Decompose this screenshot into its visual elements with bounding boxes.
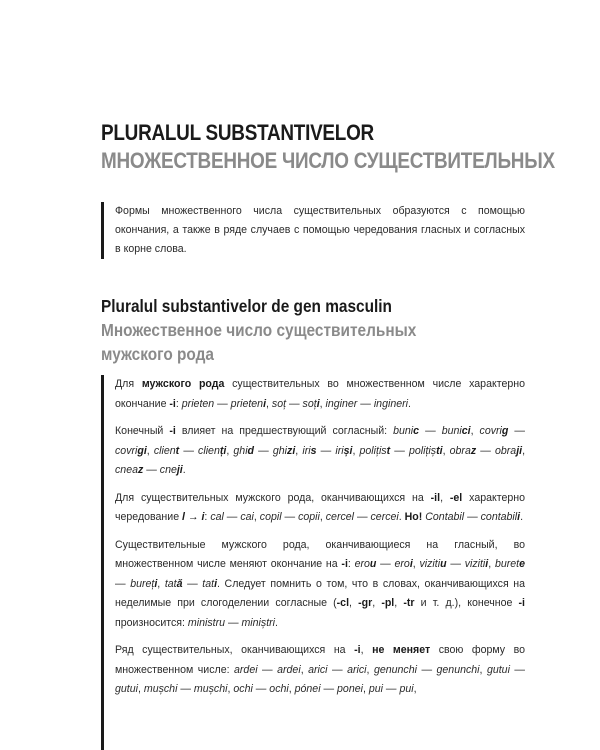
- text-segment: iri: [302, 444, 311, 457]
- text-segment: t: [386, 444, 391, 457]
- body-paragraph: [115, 641, 525, 700]
- text-segment: viziti: [464, 558, 486, 570]
- text-segment: ,: [394, 597, 404, 609]
- text-segment: iri: [335, 444, 344, 457]
- text-segment: произносится:: [115, 616, 188, 629]
- text-segment: u: [440, 558, 447, 570]
- text-segment: —: [327, 663, 348, 676]
- text-segment: miniștri: [241, 616, 276, 629]
- text-segment: z: [470, 444, 477, 457]
- text-segment: ero: [394, 558, 410, 570]
- text-segment: ,: [362, 683, 369, 695]
- text-segment: ardei: [277, 663, 301, 676]
- intro-paragraph: Формы множественного числа существительных образуются с помощью окончания, а также в ряде случаев с помощью чередования гласных и согласных в корне слова.: [101, 202, 525, 259]
- text-segment: —: [252, 683, 270, 695]
- text-segment: -il: [430, 491, 441, 504]
- text-segment: —: [508, 425, 525, 437]
- text-segment: i: [409, 558, 413, 570]
- text-segment: gutui: [486, 663, 510, 676]
- text-segment: mușchi: [143, 683, 178, 695]
- text-segment: —: [223, 511, 241, 523]
- text-segment: —: [509, 663, 526, 676]
- text-segment: —: [464, 511, 481, 523]
- text-segment: :: [347, 558, 355, 570]
- section-title-ru-line2: мужского рода: [101, 344, 214, 364]
- text-segment: —: [254, 444, 273, 457]
- text-segment: ,: [352, 444, 360, 457]
- text-segment: ponei: [337, 683, 363, 695]
- text-segment: ji: [176, 464, 183, 476]
- text-segment: pui: [399, 683, 414, 695]
- text-segment: -i: [354, 644, 361, 656]
- text-segment: genunchi: [436, 663, 480, 676]
- text-segment: i: [214, 577, 218, 590]
- text-segment: —: [476, 444, 495, 457]
- text-segment: ,: [366, 663, 374, 676]
- text-segment: не меняет: [372, 644, 431, 656]
- text-segment: i: [154, 577, 158, 590]
- body-paragraph: [115, 422, 525, 481]
- text-segment: —: [143, 464, 160, 476]
- text-segment: . Следует помнить о том, что в словах, оканчивающихся на неделимые при слогоделении согласные (: [115, 577, 526, 609]
- text-segment: :: [204, 511, 211, 523]
- text-segment: l → i: [182, 511, 205, 523]
- text-segment: —: [357, 397, 374, 410]
- text-segment: ,: [440, 491, 450, 504]
- text-segment: —: [354, 511, 371, 523]
- text-segment: .: [520, 511, 524, 523]
- text-segment: влияет на предшествующий согласный:: [175, 425, 394, 437]
- text-segment: Ho!: [404, 511, 423, 523]
- text-segment: i: [263, 397, 267, 410]
- text-segment: copii: [298, 511, 320, 523]
- text-segment: tat: [202, 577, 215, 590]
- text-segment: arici: [308, 663, 328, 676]
- text-segment: Contabil: [425, 511, 465, 523]
- text-segment: soț: [302, 397, 317, 410]
- text-segment: -pl: [381, 597, 395, 609]
- text-segment: —: [382, 683, 400, 695]
- text-segment: характерно чередование: [115, 491, 526, 523]
- text-segment: contabil: [480, 511, 518, 523]
- text-segment: —: [419, 425, 442, 437]
- text-segment: c: [413, 425, 420, 437]
- text-segment: ardei: [234, 663, 258, 676]
- text-segment: prieten: [181, 397, 215, 410]
- text-segment: ministru: [187, 616, 225, 629]
- section-body: [101, 375, 525, 750]
- text-segment: ,: [413, 683, 417, 695]
- text-segment: ghi: [272, 444, 288, 457]
- text-segment: obra: [494, 444, 517, 457]
- text-segment: i: [517, 511, 521, 523]
- text-segment: polițis: [359, 444, 387, 457]
- text-segment: Существительные мужского рода, оканчивающиеся на гласный, во множественном числе меняют окончание на: [115, 538, 525, 570]
- text-segment: —: [376, 558, 395, 570]
- text-segment: —: [416, 663, 437, 676]
- text-segment: -gr: [358, 597, 373, 609]
- text-segment: cercei: [370, 511, 399, 523]
- text-segment: ,: [253, 511, 260, 523]
- text-segment: buni: [393, 425, 414, 437]
- text-segment: мужского рода: [141, 378, 225, 390]
- text-segment: și: [343, 444, 353, 457]
- section-title-ro: Pluralul substantivelor de gen masculin: [101, 296, 392, 316]
- text-segment: i: [316, 397, 320, 410]
- text-segment: inginer: [325, 397, 358, 410]
- text-segment: covri: [479, 425, 502, 437]
- text-segment: buret: [494, 558, 520, 570]
- text-segment: —: [446, 558, 465, 570]
- text-segment: ,: [360, 644, 373, 656]
- chapter-title-ru: МНОЖЕСТВЕННОЕ ЧИСЛО СУЩЕСТВИТЕЛЬНЫХ: [101, 148, 555, 173]
- text-segment: copil: [259, 511, 282, 523]
- section-heading: [101, 294, 416, 366]
- text-segment: gi: [137, 444, 147, 457]
- text-segment: s: [310, 444, 317, 457]
- text-segment: i: [485, 558, 489, 570]
- text-segment: -i: [518, 597, 525, 609]
- text-segment: ,: [137, 683, 144, 695]
- text-segment: prieten: [230, 397, 264, 410]
- text-segment: pui: [368, 683, 383, 695]
- text-segment: viziti: [419, 558, 441, 570]
- text-segment: clien: [198, 444, 220, 457]
- text-segment: :: [175, 397, 182, 410]
- text-segment: .: [275, 616, 278, 629]
- text-segment: d: [247, 444, 255, 457]
- text-segment: cne: [159, 464, 177, 476]
- text-segment: buni: [441, 425, 462, 437]
- text-segment: mușchi: [193, 683, 228, 695]
- text-segment: e: [519, 558, 526, 570]
- text-segment: ochi: [233, 683, 253, 695]
- text-segment: arici: [347, 663, 367, 676]
- text-segment: ,: [522, 444, 526, 457]
- text-segment: —: [316, 444, 336, 457]
- text-segment: ,: [470, 425, 480, 437]
- text-segment: bureț: [130, 577, 155, 590]
- text-segment: -tr: [403, 597, 415, 609]
- text-segment: pónei: [294, 683, 321, 695]
- body-paragraph: [115, 375, 525, 414]
- text-segment: -el: [449, 491, 463, 504]
- text-segment: covri: [115, 444, 138, 457]
- text-segment: ghi: [233, 444, 248, 457]
- text-segment: ,: [266, 397, 272, 410]
- text-segment: —: [225, 616, 242, 629]
- section-title-ru-line1: Множественное число существительных: [101, 320, 417, 340]
- text-segment: —: [115, 577, 131, 590]
- text-segment: ,: [442, 444, 450, 457]
- text-segment: ,: [226, 444, 234, 457]
- text-segment: -i: [341, 558, 348, 570]
- text-segment: ,: [146, 444, 154, 457]
- text-segment: ,: [157, 577, 165, 590]
- chapter-heading: [101, 119, 555, 175]
- text-segment: —: [390, 444, 409, 457]
- text-segment: -i: [169, 425, 176, 437]
- text-segment: ,: [300, 663, 309, 676]
- text-segment: ,: [319, 397, 326, 410]
- text-segment: ochi: [269, 683, 289, 695]
- text-segment: Ряд существительных, оканчивающихся на: [115, 644, 355, 656]
- text-segment: ,: [288, 683, 295, 695]
- text-segment: —: [320, 683, 338, 695]
- text-segment: -i: [169, 397, 176, 410]
- body-paragraph: [115, 489, 525, 528]
- text-segment: cal: [210, 511, 224, 523]
- text-segment: z: [137, 464, 144, 476]
- text-segment: soț: [271, 397, 287, 410]
- text-segment: gutui: [115, 683, 138, 695]
- text-segment: ,: [412, 558, 420, 570]
- text-segment: —: [257, 663, 278, 676]
- body-paragraph: [115, 536, 525, 634]
- text-segment: ți: [219, 444, 227, 457]
- text-segment: genunchi: [373, 663, 417, 676]
- text-segment: ji: [516, 444, 523, 457]
- text-segment: cnea: [115, 464, 138, 476]
- text-segment: —: [281, 511, 299, 523]
- text-segment: cai: [240, 511, 254, 523]
- text-segment: ,: [227, 683, 234, 695]
- text-segment: -cl: [336, 597, 350, 609]
- text-segment: ingineri: [373, 397, 408, 410]
- text-segment: ci: [461, 425, 471, 437]
- text-segment: существительных во множественном числе характерно окончание: [115, 378, 525, 410]
- text-segment: —: [179, 444, 199, 457]
- text-segment: polițiș: [408, 444, 437, 457]
- text-segment: u: [369, 558, 377, 570]
- text-segment: .: [407, 397, 411, 410]
- text-segment: ,: [488, 558, 495, 570]
- text-segment: .: [398, 511, 405, 523]
- text-segment: tat: [164, 577, 177, 590]
- text-segment: —: [214, 397, 231, 410]
- text-segment: clien: [153, 444, 176, 457]
- text-segment: Для существительных мужского рода, оканчивающихся на: [115, 491, 431, 504]
- text-segment: ,: [349, 597, 359, 609]
- text-segment: cercel: [325, 511, 355, 523]
- text-segment: ero: [354, 558, 370, 570]
- text-segment: obra: [449, 444, 471, 457]
- text-segment: ,: [319, 511, 326, 523]
- text-segment: ă: [176, 577, 183, 590]
- text-segment: zi: [287, 444, 296, 457]
- text-segment: t: [175, 444, 180, 457]
- chapter-title-ro: PLURALUL SUBSTANTIVELOR: [101, 120, 374, 145]
- text-segment: ,: [295, 444, 303, 457]
- text-segment: —: [286, 397, 303, 410]
- text-segment: g: [501, 425, 509, 437]
- text-segment: Конечный: [115, 425, 170, 437]
- text-segment: .: [182, 464, 186, 476]
- text-segment: —: [177, 683, 194, 695]
- text-segment: и т. д.), конечное: [414, 597, 519, 609]
- text-segment: Для: [115, 378, 142, 390]
- text-segment: ti: [436, 444, 443, 457]
- text-segment: —: [182, 577, 203, 590]
- text-segment: свою форму во множественном числе:: [115, 644, 526, 676]
- text-segment: ,: [479, 663, 487, 676]
- text-segment: ,: [372, 597, 382, 609]
